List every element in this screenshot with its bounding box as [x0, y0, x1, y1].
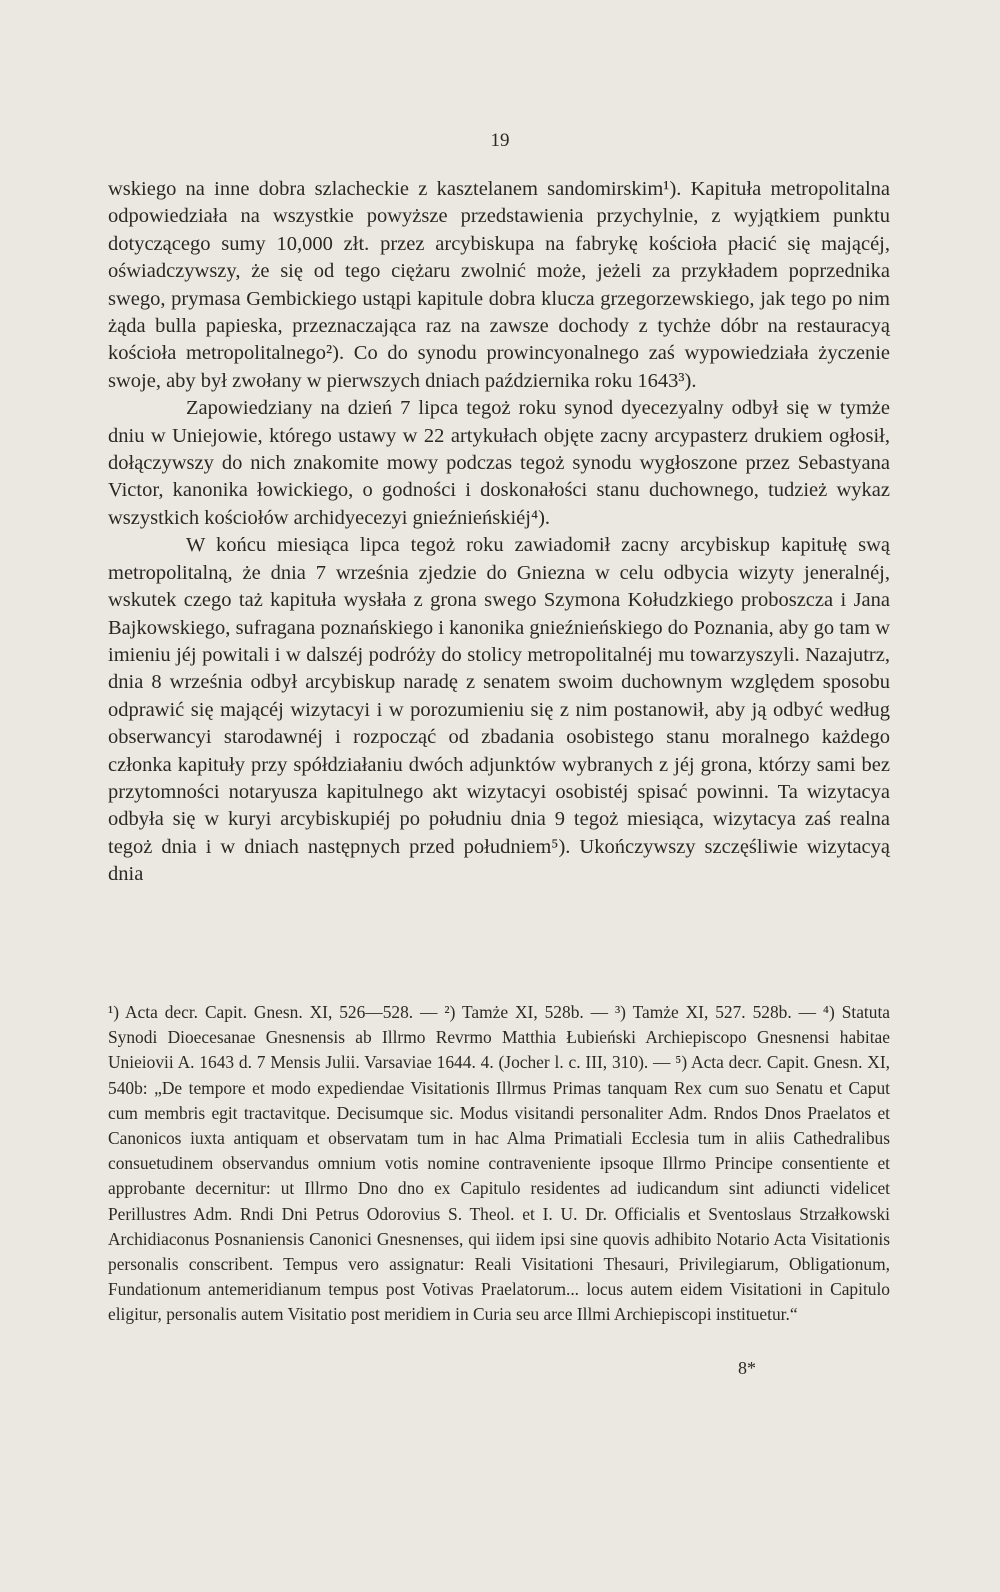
main-text — [108, 176, 890, 889]
body-paragraph-3: W końcu miesiąca lipca tegoż roku zawiadomił zacny arcybiskup kapitułę swą metropolitalną, że dnia 7 września zjedzie do Gniezna w celu odbycia wizyty jeneralnéj, wskutek czego taż kapituła wysłała z grona swego Szymona Kołudzkiego proboszcza i Jana Bajkowskiego, sufragana poznańskiego i kanonika gnieźnieńskiego do Poznania, aby go tam w imieniu jéj powitali i w dalszéj podróży do stolicy metropolitalnéj mu towarzyszyli. Nazajutrz, dnia 8 września odbył arcybiskup naradę z senatem swoim duchownym względem sposobu odprawić się mającéj wizytacyi i w porozumieniu się z nim postanowił, aby ją odbyć według obserwancyi starodawnéj i rozpocząć od zbadania osobistego stanu moralnego każdego członka kapituły przy spółdziałaniu dwóch adjunktów wybranych z jéj grona, którzy sami bez przytomności notaryusza kapitulnego akt wizytacyi osobistéj spisać powinni. Ta wizytacya odbyła się w kuryi arcybiskupiéj po południu dnia 9 tegoż miesiąca, wizytacya zaś realna tegoż dnia i w dniach następnych przed południem⁵). Ukończywszy szczęśliwie wizytacyą dnia — [108, 534, 890, 886]
page-number: 19 — [490, 130, 510, 151]
body-paragraph-2: Zapowiedziany na dzień 7 lipca tegoż roku synod dyecezyalny odbył się w tymże dniu w Uniejowie, którego ustawy w 22 artykułach objęte zacny arcypasterz drukiem ogłosił, dołączywszy do nich znakomite mowy podczas tegoż synodu wygłoszone przez Sebastyana Victor, kanonika łowickiego, o godności i doskonałości stanu duchownego, tudzież wykaz wszystkich kościołów archidyecezyi gnieźnieńskiéj⁴). — [108, 397, 890, 529]
footnote-text: ¹) Acta decr. Capit. Gnesn. XI, 526—528. — ²) Tamże XI, 528b. — ³) Tamże XI, 527. 528b. — ⁴) Statuta Synodi Dioecesanae Gnesnensis ab Illrmo Revrmo Matthia Łubieński Archiepiscopo Gnesnensi habitae Unieiovii A. 1643 d. 7 Mensis Julii. Varsaviae 1644. 4. (Jocher l. c. III, 310). — ⁵) Acta decr. Capit. Gnesn. XI, 540b: „De tempore et modo expediendae Visitationis Illrmus Primas tanquam Rex cum suo Senatu et Caput cum membris egit tractavitque. Decisumque sic. Modus visitandi personaliter Adm. Rndos Dnos Praelatos et Canonicos iuxta antiquam et observatam tum in hac Alma Primatiali Ecclesia tum in aliis Cathedralibus consuetudinem observandus omnium votis nomine contraveniente ipsoque Illrmo Principe consentiente et approbante decernitur: ut Illrmo Dno dno ex Capitulo residentes ad iudicandum sint adiuncti videlicet Perillustres Adm. Rndi Dni Petrus Odorovius S. Theol. et I. U. Dr. Officialis et Sventoslaus Strzałkowski Archidiaconus Posnaniensis Canonici Gnesnenses, qui iidem ipsi sine quovis adhibito Notario Acta Visitationis personalis conscribent. Tempus vero assignatur: Reali Visitationi Thesauri, Privilegiarum, Obligationum, Fundationum antemeridianum tempus post Votivas Praelatorum... locus autem eidem Visitationi in Capitulo eligitur, personalis autem Visitatio post meridiem in Curia seu arce Illmi Archiepiscopi instituetur.“ — [108, 1002, 890, 1325]
footnotes — [108, 1000, 890, 1328]
body-paragraph-1: wskiego na inne dobra szlacheckie z kasztelanem sandomirskim¹). Kapituła metropolitalna odpowiedziała na wszystkie powyższe przedstawienia przychylnie, z wyjątkiem punktu dotyczącego sumy 10,000 złt. przez arcybiskupa na fabrykę kościoła płacić się mającéj, oświadczywszy, że się od tego ciężaru zwolnić może, jeżeli za przykładem poprzednika swego, prymasa Gembickiego ustąpi kapitule dobra klucza grzegorzewskiego, jak tego po nim żąda bulla papieska, przeznaczająca raz na zawsze dochody z tychże dóbr na restauracyą kościoła metropolitalnego²). Co do synodu prowincyonalnego zaś wypowiedziała życzenie swoje, aby był zwołany w pierwszych dniach października roku 1643³). — [108, 178, 890, 392]
printer-signature-mark: 8* — [738, 1358, 756, 1378]
